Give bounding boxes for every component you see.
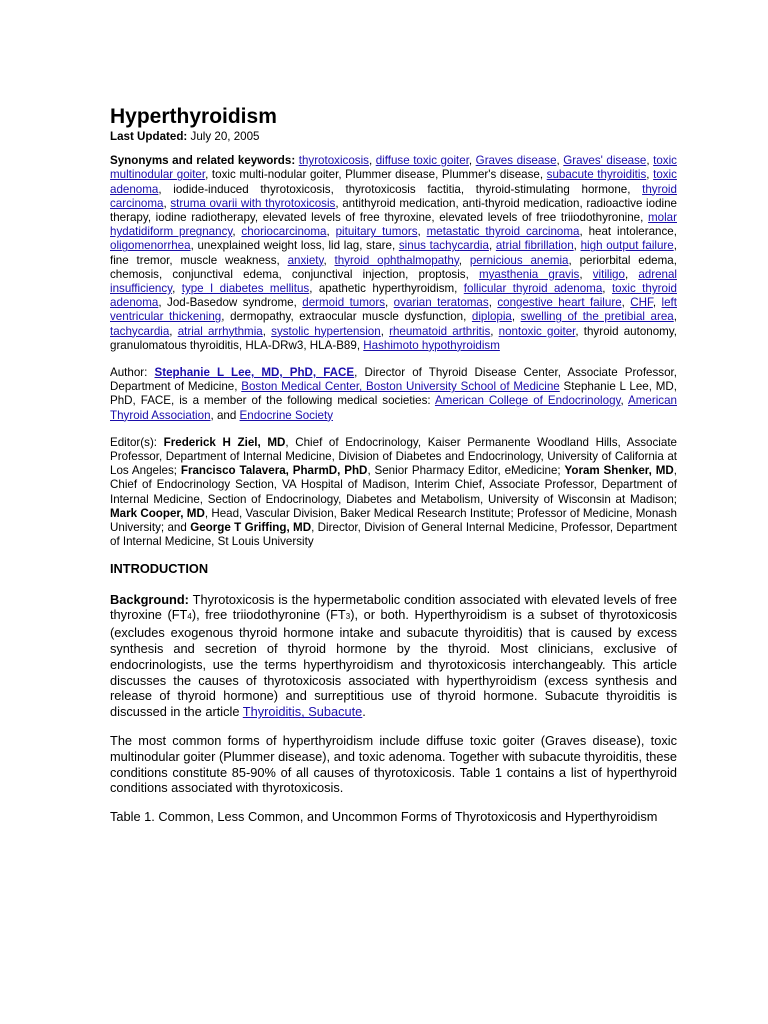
keyword-link[interactable]: Graves disease [475,154,557,168]
keyword-text: antithyroid medication [342,196,456,210]
keyword-text: conjunctival injection [291,267,406,281]
synonyms-label: Synonyms and related keywords: [110,154,296,168]
keyword-link[interactable]: pituitary tumors [335,225,418,239]
last-updated-label: Last Updated: [110,130,188,143]
keyword-link[interactable]: ovarian teratomas [393,296,489,310]
editors-label: Editor(s): [110,435,158,449]
keyword-text: proptosis [418,267,466,281]
keyword-text: HLA-DRw3 [245,338,304,352]
keyword-link[interactable]: congestive heart failure [497,296,622,310]
article-content [110,104,677,838]
keyword-link[interactable]: left ventricular thickening [110,296,677,324]
synonyms-paragraph [110,154,677,353]
table-caption: Table 1. Common, Less Common, and Uncommon Forms of Thyrotoxicosis and Hyperthyroidism [110,809,658,825]
author-paragraph [110,366,677,423]
keyword-link[interactable]: thyroid ophthalmopathy [334,253,459,267]
keyword-text: thyrotoxicosis factitia [345,182,461,196]
separator: , [620,394,629,408]
keyword-link[interactable]: Hashimoto hypothyroidism [363,338,500,352]
keyword-text: radioactive iodine therapy [110,196,677,225]
keyword-link[interactable]: thyrotoxicosis [298,154,369,168]
keyword-link[interactable]: tachycardia [110,324,170,338]
keyword-link[interactable]: metastatic thyroid carcinoma [426,225,580,239]
background-text: Thyrotoxicosis is the hypermetabolic condition associated with elevated levels of free thyroxine (FT [110,591,677,623]
keyword-text: elevated levels of free triiodothyronine [439,211,641,225]
author-institution-link[interactable]: Boston Medical Center, Boston University School of Medicine [241,380,560,394]
editor-name: Mark Cooper, MD [110,506,205,520]
keyword-text: chemosis [110,267,159,281]
keyword-text: thyroid autonomy [583,324,674,338]
keyword-link[interactable]: myasthenia gravis [478,267,580,281]
background-text: ), free triiodothyronine (FT [191,607,346,623]
keyword-text: Jod-Basedow syndrome [167,296,294,310]
common-forms-paragraph: The most common forms of hyperthyroidism include diffuse toxic goiter (Graves disease), toxic multinodular goiter (Plummer disease), and toxic adenoma. Together with subacute thyroiditis, these conditions constitute 85-90% of all causes of thyrotoxicosis. Table 1 contains a list of hyperthyroid conditions associated with thyrotoxicosis. [110,733,677,796]
editor-name: Frederick H Ziel, MD [163,435,286,449]
editor-name: Francisco Talavera, PharmD, PhD [180,464,368,478]
keyword-text: fine tremor [110,253,170,267]
keyword-link[interactable]: struma ovarii with thyrotoxicosis [170,196,336,210]
keyword-link[interactable]: nontoxic goiter [498,324,576,338]
author-label: Author: [110,366,148,380]
keyword-text: granulomatous thyroiditis [110,338,239,352]
editor-affiliation: , Chief of Endocrinology Section, VA Hospital of Madison, Interim Chief, Associate Professor, Department of Internal Medicine, Section of Endocrinology, Diabetes and Metabolism, University of Wisconsin at Madison; [110,464,677,506]
keyword-link[interactable]: adrenal insufficiency [110,267,677,296]
keyword-text: toxic multi-nodular goiter [211,168,339,182]
keyword-text: conjunctival edema [172,267,279,281]
editor-affiliation: , Director, Division of General Internal Medicine, Professor, Department of Internal Medicine, St Louis University [110,521,677,549]
keyword-link[interactable]: CHF [630,296,653,310]
introduction-heading: INTRODUCTION [110,561,209,577]
last-updated [110,130,677,144]
keyword-text: iodine radiotherapy [155,211,255,225]
keyword-text: stare [366,239,392,253]
keyword-link[interactable]: atrial arrhythmia [177,324,263,338]
keyword-text: iodide-induced thyrotoxicosis [173,182,331,196]
keyword-link[interactable]: thyroid carcinoma [110,182,677,210]
separator: , and [210,408,240,422]
keyword-link[interactable]: toxic thyroid adenoma [110,282,677,310]
keyword-link[interactable]: atrial fibrillation [495,239,574,253]
editor-affiliation: , Senior Pharmacy Editor, eMedicine; [367,464,565,478]
background-text: . [362,704,366,720]
keyword-link[interactable]: rheumatoid arthritis [389,324,491,338]
keyword-text: lid lag [328,239,360,253]
background-paragraph [110,592,677,720]
keyword-text: unexplained weight loss [197,239,322,253]
keyword-text: apathetic hyperthyroidism [318,282,455,296]
editors-paragraph [110,436,677,550]
society-link[interactable]: American College of Endocrinology [434,394,621,408]
subscript: 4 [187,612,192,622]
keyword-link[interactable]: molar hydatidiform pregnancy [110,211,677,239]
keyword-link[interactable]: toxic adenoma [110,168,677,196]
keyword-link[interactable]: diffuse toxic goiter [375,154,469,168]
keyword-link[interactable]: high output failure [580,239,674,253]
keyword-link[interactable]: subacute thyroiditis [546,168,647,182]
keyword-text: elevated levels of free thyroxine [262,211,432,225]
editor-affiliation: , Head, Vascular Division, Baker Medical Research Institute; Professor of Medicine, Monash University; and [110,506,677,535]
keyword-link[interactable]: oligomenorrhea [110,239,191,253]
synonyms-list: thyrotoxicosis, diffuse toxic goiter, Graves disease, Graves' disease, toxic multinodular goiter, toxic multi-nodular goiter, Plummer disease, Plummer's disease, subacute thyroiditis, toxic adenoma, iodide-induced thyrotoxicosis, thyrotoxicosis factitia, thyroid-stimulating hormone, thyroid carcinoma, struma ovarii with thyrotoxicosis, antithyroid medication, anti-thyroid medication, radioactive iodine therapy, iodine radiotherapy, elevated levels of free thyroxine, elevated levels of free triiodothyronine, molar hydatidiform pregnancy, choriocarcinoma, pituitary tumors, metastatic thyroid carcinoma, heat intolerance, oligomenorrhea, unexplained weight loss, lid lag, stare, sinus tachycardia, atrial fibrillation, high output failure, fine tremor, muscle weakness, anxiety, thyroid ophthalmopathy, pernicious anemia, periorbital edema, chemosis, conjunctival edema, conjunctival injection, proptosis, myasthenia gravis, vitiligo, adrenal insufficiency, type I diabetes mellitus, apathetic hyperthyroidism, follicular thyroid adenoma, toxic thyroid adenoma, Jod-Basedow syndrome, dermoid tumors, ovarian teratomas, congestive heart failure, CHF, left ventricular thickening, dermopathy, extraocular muscle dysfunction, diplopia, swelling of the pretibial area, tachycardia, atrial arrhythmia, systolic hypertension, rheumatoid arthritis, nontoxic goiter, thyroid autonomy, granulomatous thyroiditis, HLA-DRw3, HLA-B89, Hashimoto hypothyroidism [110,154,677,352]
keyword-link[interactable]: dermoid tumors [302,296,386,310]
society-link[interactable]: American Thyroid Association [110,394,677,422]
society-link[interactable]: Endocrine Society [239,408,333,422]
author-name-link[interactable]: Stephanie L Lee, MD, PhD, FACE [154,366,355,380]
background-label: Background: [110,591,189,607]
background-text: ), or both. Hyperthyroidism is a subset of thyrotoxicosis (excludes exogenous thyroid hormone intake and subacute thyroiditis) that is caused by excess synthesis and secretion of thyroid hormone by the thyroid. Most clinicians, exclusive of endocrinologists, use the terms hyperthyroidism and thyrotoxicosis interchangeably. This article discusses the causes of thyrotoxicosis associated with hyperthyroidism (excess synthesis and release of thyroid hormone) and surreptitious use of thyroid hormone. Subacute thyroiditis is discussed in the article [110,607,677,720]
keyword-link[interactable]: anxiety [287,253,324,267]
keyword-link[interactable]: Graves' disease [563,154,647,168]
keyword-link[interactable]: follicular thyroid adenoma [463,282,603,296]
keyword-text: thyroid-stimulating hormone [475,182,628,196]
keyword-link[interactable]: swelling of the pretibial area [520,310,674,324]
editor-affiliation: , Chief of Endocrinology, Kaiser Permanente Woodland Hills, Associate Professor, Department of Internal Medicine, Division of Diabetes and Endocrinology, University of California at Los Angeles; [110,435,677,478]
keyword-text: anti-thyroid medication [462,196,580,210]
keyword-link[interactable]: choriocarcinoma [241,225,327,239]
keyword-text: extraocular muscle dysfunction [299,310,464,324]
thyroiditis-subacute-link[interactable]: Thyroiditis, Subacute [242,704,363,720]
author-role: , Director of Thyroid Disease Center, Associate Professor, Department of Medicine, [110,366,677,394]
keyword-link[interactable]: toxic multinodular goiter [110,154,677,182]
keyword-link[interactable]: type I diabetes mellitus [181,282,310,296]
keyword-text: HLA-B89 [309,338,357,352]
editor-name: George T Griffing, MD [190,521,312,535]
author-membership: Stephanie L Lee, MD, PhD, FACE, is a member of the following medical societies: [110,380,677,408]
subscript: 3 [345,612,351,622]
keyword-text: heat intolerance [588,225,674,239]
page-title: Hyperthyroidism [110,105,277,128]
keyword-text: periorbital edema [579,253,674,267]
keyword-link[interactable]: diplopia [471,310,512,324]
keyword-link[interactable]: vitiligo [592,267,625,281]
keyword-text: dermopathy [230,310,291,324]
keyword-link[interactable]: sinus tachycardia [398,239,489,253]
keyword-link[interactable]: pernicious anemia [469,253,569,267]
editor-name: Yoram Shenker, MD [564,464,674,478]
keyword-text: Plummer's disease [441,168,540,182]
keyword-text: muscle weakness [180,253,277,267]
keyword-text: Plummer disease [345,168,436,182]
keyword-link[interactable]: systolic hypertension [271,324,381,338]
last-updated-date: July 20, 2005 [190,130,260,143]
